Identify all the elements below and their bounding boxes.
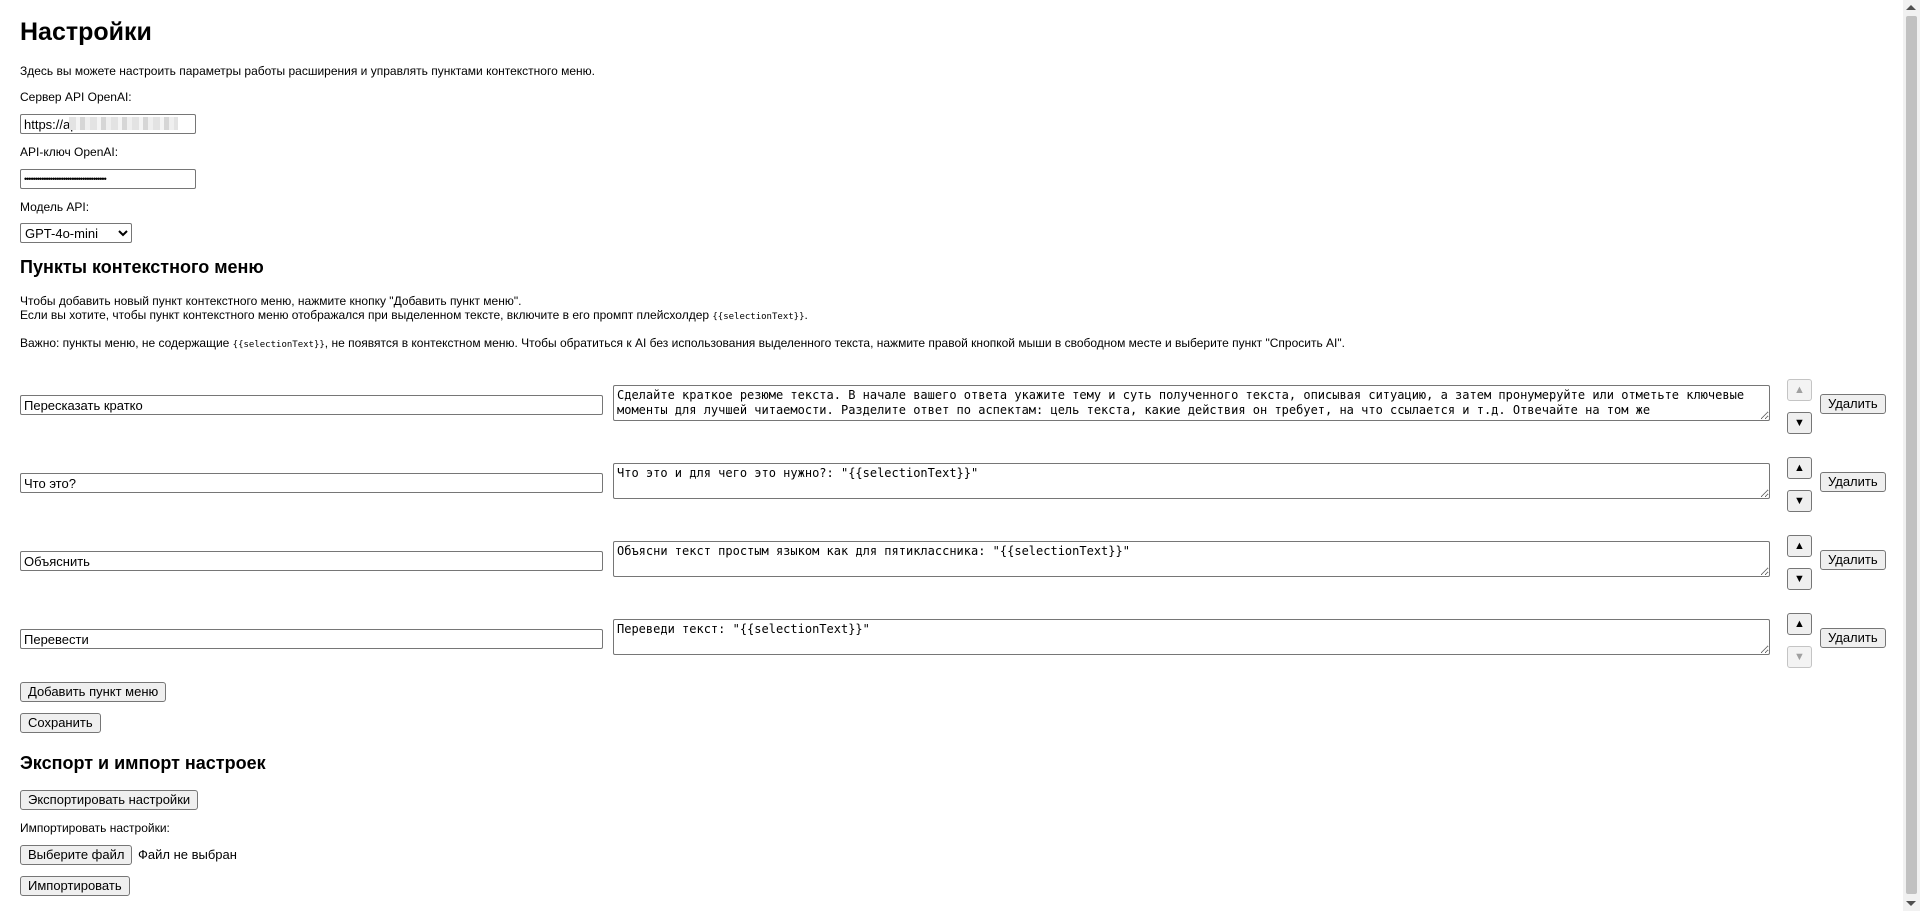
menu-item-prompt-textarea[interactable] (613, 541, 1770, 577)
server-field-wrap (20, 114, 196, 134)
context-menu-heading: Пункты контекстного меню (20, 257, 264, 277)
export-settings-button[interactable]: Экспортировать настройки (20, 790, 198, 810)
model-label: Модель API: (20, 200, 90, 214)
move-up-button[interactable]: ▲ (1787, 379, 1812, 401)
page-scrollbar[interactable] (1903, 0, 1920, 911)
intro-text: Здесь вы можете настроить параметры работы расширения и управлять пунктами контекстного меню. (20, 64, 595, 78)
no-file-text: Файл не выбран (138, 847, 237, 862)
add-menu-item-button[interactable]: Добавить пункт меню (20, 682, 166, 702)
context-info-1: Чтобы добавить новый пункт контекстного меню, нажмите кнопку "Добавить пункт меню". (20, 294, 522, 308)
scroll-down-icon[interactable] (1906, 901, 1916, 906)
context-info-3 (20, 336, 1345, 352)
context-info-3-text: Важно: пункты меню, не содержащие (20, 336, 233, 350)
menu-item-name-input[interactable] (20, 395, 603, 415)
model-select[interactable] (20, 223, 132, 243)
context-info-2-end: . (804, 308, 808, 322)
menu-item-name-input[interactable] (20, 473, 603, 493)
delete-button[interactable]: Удалить (1820, 394, 1886, 414)
menu-item-row (20, 385, 1880, 435)
delete-button[interactable]: Удалить (1820, 550, 1886, 570)
context-info-2-text: Если вы хотите, чтобы пункт контекстного меню отображался при выделенном тексте, включите в его промпт плейсхолдер (20, 308, 713, 322)
delete-button[interactable]: Удалить (1820, 472, 1886, 492)
scroll-up-icon[interactable] (1906, 5, 1916, 10)
menu-item-name-input[interactable] (20, 551, 603, 571)
menu-item-prompt-textarea[interactable] (613, 463, 1770, 499)
move-up-button[interactable]: ▲ (1787, 457, 1812, 479)
save-button[interactable]: Сохранить (20, 713, 101, 733)
move-down-button[interactable]: ▼ (1787, 490, 1812, 512)
page-title: Настройки (20, 18, 152, 46)
menu-item-row (20, 619, 1880, 669)
server-label: Сервер API OpenAI: (20, 90, 132, 104)
menu-item-row (20, 463, 1880, 513)
move-down-button[interactable]: ▼ (1787, 646, 1812, 668)
scrollbar-thumb[interactable] (1906, 16, 1917, 894)
apikey-label: API-ключ OpenAI: (20, 145, 119, 159)
menu-item-row (20, 541, 1880, 591)
move-down-button[interactable]: ▼ (1787, 568, 1812, 590)
context-info-3-end: , не появятся в контекстном меню. Чтобы обратиться к AI без использования выделенного текста, нажмите правой кнопкой мыши в свободном месте и выберите пункт "Спросить AI". (324, 336, 1345, 350)
menu-item-name-input[interactable] (20, 629, 603, 649)
delete-button[interactable]: Удалить (1820, 628, 1886, 648)
apikey-input[interactable] (20, 169, 196, 189)
menu-item-prompt-textarea[interactable] (613, 619, 1770, 655)
choose-file-button[interactable]: Выберите файл (20, 845, 132, 865)
export-import-heading: Экспорт и импорт настроек (20, 753, 266, 773)
menu-item-prompt-textarea[interactable] (613, 385, 1770, 421)
placeholder-code: {{selectionText}} (232, 340, 325, 350)
move-up-button[interactable]: ▲ (1787, 613, 1812, 635)
redacted-mask (69, 117, 178, 130)
placeholder-code: {{selectionText}} (712, 312, 805, 322)
move-down-button[interactable]: ▼ (1787, 412, 1812, 434)
import-button[interactable]: Импортировать (20, 876, 130, 896)
move-up-button[interactable]: ▲ (1787, 535, 1812, 557)
context-info-2 (20, 308, 808, 324)
import-label: Импортировать настройки: (20, 821, 170, 835)
